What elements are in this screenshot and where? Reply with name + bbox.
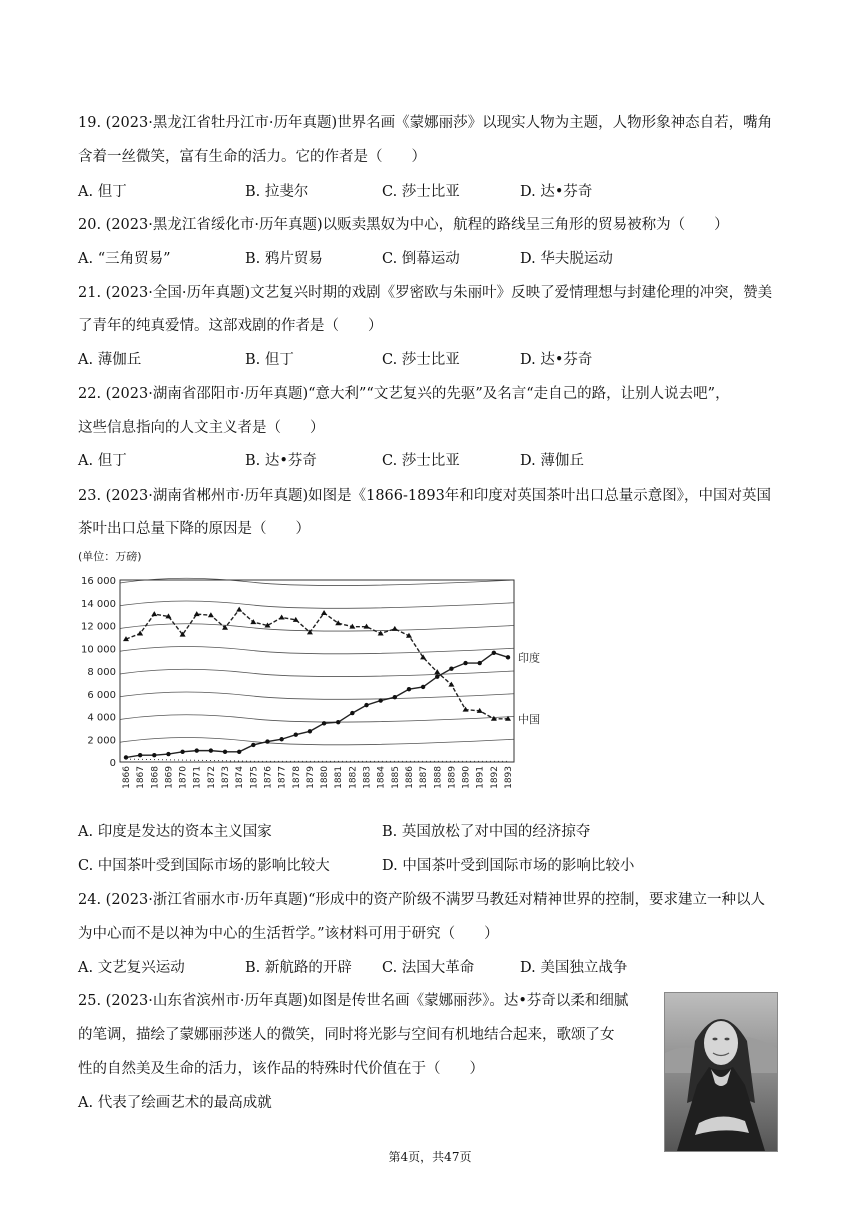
q23-option-a: A. 印度是发达的资本主义国家 [78, 824, 272, 840]
q22-stem-line1: 22. (2023·湖南省邵阳市·历年真题)“意大利”“文艺复兴的先驱”及名言“走自己的路，让别人说去吧”， [78, 386, 730, 402]
data-point [208, 612, 214, 617]
q24-option-d: D. 美国独立战争 [520, 960, 628, 976]
q25-stem-line3: 性的自然美及生命的活力，该作品的特殊时代价值在于（ ） [78, 1061, 484, 1077]
q24-stem-line1: 24. (2023·浙江省丽水市·历年真题)“形成中的资产阶级不满罗马教廷对精神世界的控制，要求建立一种以人 [78, 892, 766, 908]
data-point [236, 607, 242, 612]
data-point [166, 752, 170, 756]
data-point [279, 615, 285, 620]
y-tick-label: 6 000 [87, 689, 116, 701]
data-point [336, 720, 340, 724]
x-tick-label: 1887 [419, 766, 430, 789]
series-line-中国 [126, 610, 508, 719]
x-tick-label: 1889 [447, 766, 458, 789]
data-point [421, 685, 425, 689]
x-tick-label: 1874 [235, 766, 246, 789]
data-point [448, 682, 454, 687]
q22-option-c: C. 莎士比亚 [382, 453, 460, 469]
q22-option-a: A. 但丁 [78, 453, 127, 469]
data-point [478, 661, 482, 665]
data-point [138, 753, 142, 757]
x-tick-label: 1869 [164, 766, 175, 789]
q19-option-a: A. 但丁 [78, 184, 127, 200]
data-point [294, 733, 298, 737]
x-tick-label: 1878 [291, 766, 302, 789]
baseline-dots [126, 759, 508, 761]
y-tick-label: 4 000 [87, 712, 116, 724]
q20-option-a: A. “三角贸易” [78, 251, 171, 267]
grid-line [120, 601, 514, 608]
q24-stem-line2: 为中心而不是以神为中心的生活哲学。”该材料可用于研究（ ） [78, 926, 499, 942]
data-point [492, 651, 496, 655]
data-point [195, 748, 199, 752]
x-tick-label: 1868 [150, 766, 161, 789]
q19-stem-line2: 含着一丝微笑，富有生命的活力。它的作者是（ ） [78, 149, 426, 165]
q25-stem-line1: 25. (2023·山东省滨州市·历年真题)如图是传世名画《蒙娜丽莎》。达•芬奇以柔和细腻 [78, 993, 629, 1009]
x-tick-label: 1890 [461, 766, 472, 789]
q21-option-b: B. 但丁 [245, 352, 294, 368]
mona-lisa-image [664, 992, 778, 1152]
x-tick-label: 1867 [136, 766, 147, 789]
plot-frame [120, 580, 514, 762]
x-tick-label: 1872 [206, 766, 217, 789]
q21-option-c: C. 莎士比亚 [382, 352, 460, 368]
grid-line [120, 715, 514, 722]
data-point [322, 721, 326, 725]
q21-stem-line1: 21. (2023·全国·历年真题)文艺复兴时期的戏剧《罗密欧与朱丽叶》反映了爱情理想与封建伦理的冲突，赞美 [78, 285, 773, 301]
data-point [434, 669, 440, 674]
q19-option-b: B. 拉斐尔 [245, 184, 309, 200]
data-point [209, 748, 213, 752]
x-tick-label: 1882 [348, 766, 359, 789]
x-tick-label: 1877 [277, 766, 288, 789]
q23-stem-line1: 23. (2023·湖南省郴州市·历年真题)如图是《1866-1893年和印度对英国茶叶出口总量示意图》，中国对英国 [78, 488, 772, 504]
q24-option-a: A. 文艺复兴运动 [78, 960, 185, 976]
q23-stem-line2: 茶叶出口总量下降的原因是（ ） [78, 521, 310, 537]
data-point [251, 743, 255, 747]
data-point [237, 750, 241, 754]
y-tick-label: 2 000 [87, 735, 116, 747]
x-tick-label: 1886 [404, 766, 415, 789]
y-tick-label: 12 000 [81, 621, 116, 633]
data-point [506, 655, 510, 659]
data-point [392, 626, 398, 631]
x-tick-label: 1879 [305, 766, 316, 789]
x-tick-label: 1871 [192, 766, 203, 789]
data-point [364, 703, 368, 707]
q23-option-d: D. 中国茶叶受到国际市场的影响比较小 [382, 858, 635, 874]
series-label-china: 中国 [518, 712, 540, 726]
x-tick-label: 1883 [362, 766, 373, 789]
q21-stem-line2: 了青年的纯真爱情。这部戏剧的作者是（ ） [78, 318, 383, 334]
q19-stem-line1: 19. (2023·黑龙江省牡丹江市·历年真题)世界名画《蒙娜丽莎》以现实人物为主题，人物形象神态自若，嘴角 [78, 115, 773, 131]
x-tick-label: 1876 [263, 766, 274, 789]
x-tick-label: 1892 [489, 766, 500, 789]
y-tick-label: 0 [109, 758, 116, 769]
x-tick-label: 1891 [475, 766, 486, 789]
q19-option-d: D. 达•芬奇 [520, 184, 593, 200]
y-tick-label: 14 000 [81, 598, 116, 610]
data-point [151, 611, 157, 616]
q20-option-d: D. 华夫脱运动 [520, 251, 613, 267]
q22-option-d: D. 薄伽丘 [520, 453, 584, 469]
y-tick-label: 8 000 [87, 667, 116, 678]
q25-stem-line2: 的笔调，描绘了蒙娜丽莎迷人的微笑，同时将光影与空间有机地结合起来，歌颂了女 [78, 1027, 615, 1043]
data-point [435, 674, 439, 678]
series-label-india: 印度 [518, 651, 540, 665]
data-point [223, 750, 227, 754]
x-tick-label: 1875 [249, 766, 260, 789]
grid-line [120, 624, 514, 631]
q20-option-c: C. 倒幕运动 [382, 251, 460, 267]
data-point [350, 711, 354, 715]
x-tick-label: 1870 [178, 766, 189, 789]
y-tick-label: 16 000 [81, 576, 116, 587]
x-tick-label: 1866 [122, 766, 132, 789]
x-tick-label: 1884 [376, 766, 387, 789]
q21-option-a: A. 薄伽丘 [78, 352, 142, 368]
q24-option-c: C. 法国大革命 [382, 960, 475, 976]
page-footer: 第4页，共47页 [388, 1150, 472, 1164]
data-point [250, 619, 256, 624]
x-tick-label: 1880 [320, 766, 331, 789]
chart-unit-label: (单位：万磅) [78, 550, 142, 563]
q19-option-c: C. 莎士比亚 [382, 184, 460, 200]
data-point [407, 687, 411, 691]
x-tick-label: 1873 [221, 766, 232, 789]
x-tick-label: 1893 [504, 766, 514, 789]
grid-line [120, 578, 514, 585]
data-point [449, 667, 453, 671]
q22-stem-line2: 这些信息指向的人文主义者是（ ） [78, 420, 325, 436]
q23-option-b: B. 英国放松了对中国的经济掠夺 [382, 824, 591, 840]
grid-line [120, 646, 514, 653]
q21-option-d: D. 达•芬奇 [520, 352, 593, 368]
data-point [265, 739, 269, 743]
x-tick-label: 1885 [390, 766, 401, 789]
q25-option-a: A. 代表了绘画艺术的最高成就 [78, 1095, 272, 1111]
grid-line [120, 737, 514, 744]
q22-option-b: B. 达•芬奇 [245, 453, 317, 469]
y-tick-label: 10 000 [81, 644, 116, 656]
q20-option-b: B. 鸦片贸易 [245, 251, 323, 267]
data-point [393, 695, 397, 699]
data-point [152, 753, 156, 757]
data-point [124, 755, 128, 759]
data-point [463, 661, 467, 665]
grid-line [120, 669, 514, 676]
data-point [279, 737, 283, 741]
q23-option-c: C. 中国茶叶受到国际市场的影响比较大 [78, 858, 330, 874]
data-point [321, 610, 327, 615]
tea-export-chart [76, 548, 556, 808]
grid-line [120, 692, 514, 699]
q24-option-b: B. 新航路的开辟 [245, 960, 352, 976]
data-point [308, 729, 312, 733]
x-tick-label: 1888 [433, 766, 444, 789]
x-tick-label: 1881 [334, 766, 345, 789]
data-point [378, 698, 382, 702]
q20-stem-line1: 20. (2023·黑龙江省绥化市·历年真题)以贩卖黑奴为中心，航程的路线呈三角形的贸易被称为（ ） [78, 217, 729, 233]
data-point [180, 750, 184, 754]
